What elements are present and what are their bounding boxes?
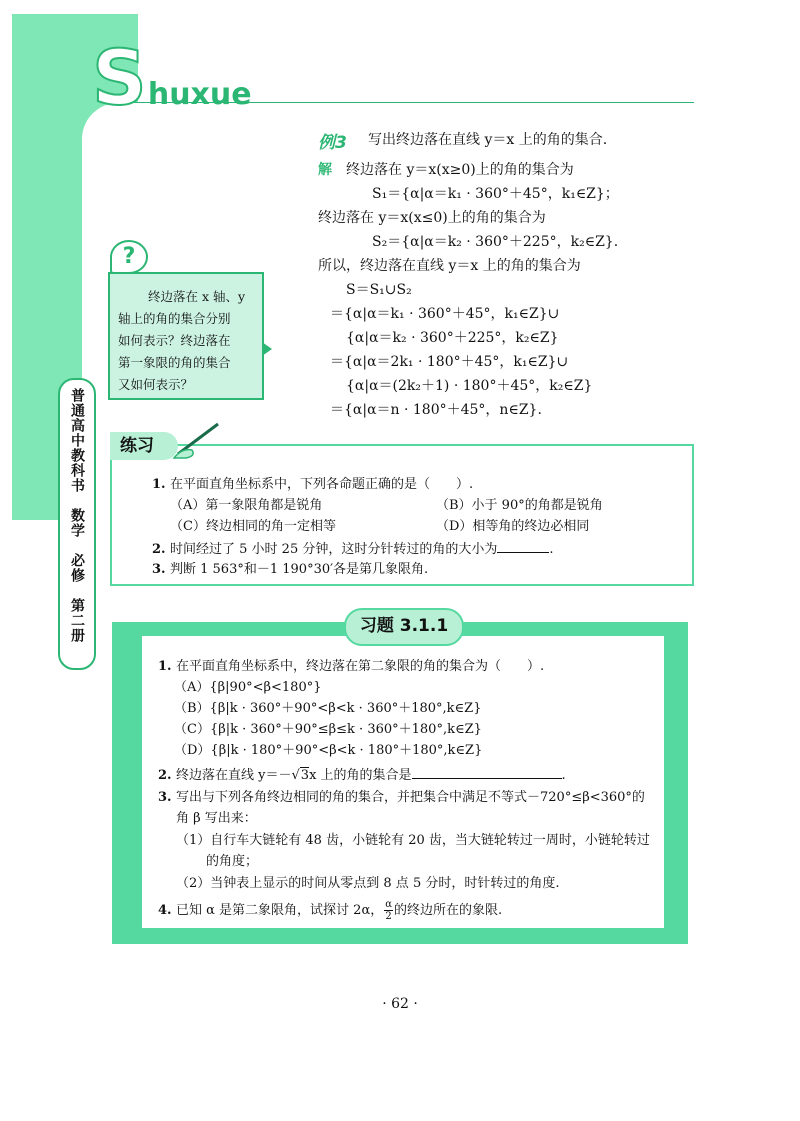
exercise-q2-number: 2. (158, 768, 172, 783)
exercise-q1-option-a: （A）{β|90°<β<180°} (174, 680, 322, 695)
exercise-q1 (158, 656, 544, 677)
exercise-q2-sqrt: 3 (300, 768, 310, 783)
example-line-10: {α|α＝(2k₂＋1) · 180°＋45°，k₂∈Z} (346, 378, 593, 394)
exercise-title: 习题 3.1.1 (359, 616, 449, 636)
exercise-q3-sub1-line1: （1）自行车大链轮有 48 齿，小链轮有 20 齿，当大链轮转过一周时，小链轮转过 (176, 833, 650, 848)
exercise-q1-number: 1. (158, 659, 172, 674)
practice-q2: 2. 时间经过了 5 小时 25 分钟，这时分针转过的角的大小为 . (152, 538, 553, 560)
practice-q3-number: 3. (152, 562, 166, 577)
practice-q1-option-c: （C）终边相同的角一定相等 (170, 519, 336, 534)
exercise-q3-number: 3. (158, 790, 172, 805)
page-number: · 62 · (382, 996, 418, 1012)
example-line-5: 所以，终边落在直线 y＝x 上的角的集合为 (318, 258, 581, 274)
practice-q2-blank (497, 538, 549, 553)
example-line-4: S₂＝{α|α＝k₂ · 360°＋225°，k₂∈Z}. (372, 234, 619, 250)
practice-title: 练习 (120, 436, 154, 456)
example-line-7: ＝{α|α＝k₁ · 360°＋45°，k₁∈Z}∪ (330, 306, 560, 322)
sidebar-note-pointer (262, 342, 272, 356)
exercise-q4-number: 4. (158, 903, 172, 918)
note-line-3: 如何表示？终边落在 (118, 333, 231, 348)
example-line-1: 终边落在 y＝x(x≥0)上的角的集合为 (346, 162, 574, 178)
example-line-6: S＝S₁∪S₂ (346, 282, 412, 298)
exercise-q4-post: 的终边所在的象限. (394, 903, 503, 918)
note-line-5: 又如何表示？ (118, 377, 194, 392)
practice-q1-number: 1. (152, 477, 166, 492)
exercise-q4 (158, 899, 502, 922)
practice-q1-option-b: （B）小于 90°的角都是锐角 (436, 498, 603, 513)
practice-q1-option-a: （A）第一象限角都是锐角 (170, 498, 323, 513)
exercise-q2-post: x 上的角的集合是 (309, 768, 412, 783)
example-line-8: {α|α＝k₂ · 360°＋225°，k₂∈Z} (346, 330, 559, 346)
exercise-q2-blank (412, 764, 562, 779)
exercise-q4-pre: 已知 α 是第二象限角，试探讨 2α， (176, 903, 384, 918)
fraction-numerator: α (385, 899, 392, 910)
exercise-q2-pre: 终边落在直线 y＝－ (176, 768, 292, 783)
exercise-q3-sub1-line2: 的角度； (206, 854, 259, 869)
note-line-1: 终边落在 x 轴、y (148, 289, 246, 304)
example-title: 写出终边落在直线 y＝x 上的角的集合. (368, 132, 608, 148)
exercise-q1-text: 在平面直角坐标系中，终边落在第二象限的角的集合为（ ）. (176, 659, 545, 674)
example-line-2: S₁＝{α|α＝k₁ · 360°＋45°，k₁∈Z}； (372, 186, 619, 202)
practice-q3 (152, 559, 428, 580)
practice-q1-text: 在平面直角坐标系中，下列各命题正确的是（ ）. (170, 477, 474, 492)
question-icon: ? (110, 240, 148, 274)
example-line-9: ＝{α|α＝2k₁ · 180°＋45°，k₁∈Z}∪ (330, 354, 569, 370)
exercise-q1-option-b: （B）{β|k · 360°＋90°<β<k · 360°＋180°,k∈Z} (174, 701, 482, 716)
example-line-3: 终边落在 y＝x(x≤0)上的角的集合为 (318, 210, 546, 226)
brand-rest: huxue (147, 77, 252, 112)
practice-q1 (152, 474, 473, 495)
exercise-q3-line1: 写出与下列各角终边相同的角的集合，并把集合中满足不等式－720°≤β<360°的 (176, 790, 645, 805)
side-title-text: 普通高中教科书 数学 必修 第二册 (69, 388, 85, 643)
exercise-q1-option-d: （D）{β|k · 180°＋90°<β<k · 180°＋180°,k∈Z} (174, 743, 483, 758)
note-line-2: 轴上的角的集合分别 (118, 311, 231, 326)
note-line-4: 第一象限的角的集合 (118, 355, 231, 370)
solution-label: 解 (318, 162, 332, 178)
practice-q3-text: 判断 1 563°和－1 190°30′各是第几象限角. (170, 562, 429, 577)
example-label: 例3 (318, 133, 347, 153)
pen-icon (170, 418, 224, 462)
brand-logo (92, 33, 252, 122)
exercise-q3 (158, 787, 645, 808)
exercise-q3-sub2: （2）当钟表上显示的时间从零点到 8 点 5 分时，时针转过的角度. (176, 876, 560, 891)
fraction-denominator: 2 (385, 911, 392, 922)
exercise-q3-line2: 角 β 写出来： (176, 811, 257, 826)
example-line-11: ＝{α|α＝n · 180°＋45°，n∈Z}. (330, 402, 542, 418)
exercise-q1-option-c: （C）{β|k · 360°＋90°≤β≤k · 360°＋180°,k∈Z} (174, 722, 482, 737)
practice-q2-text: 时间经过了 5 小时 25 分钟，这时分针转过的角的大小为 (170, 542, 498, 557)
exercise-q4-fraction (384, 899, 393, 922)
exercise-q2: 2. 终边落在直线 y＝－√3x 上的角的集合是 . (158, 764, 566, 786)
practice-q1-option-d: （D）相等角的终边必相同 (436, 519, 590, 534)
brand-initial: S (92, 33, 147, 122)
practice-q2-number: 2. (152, 542, 166, 557)
